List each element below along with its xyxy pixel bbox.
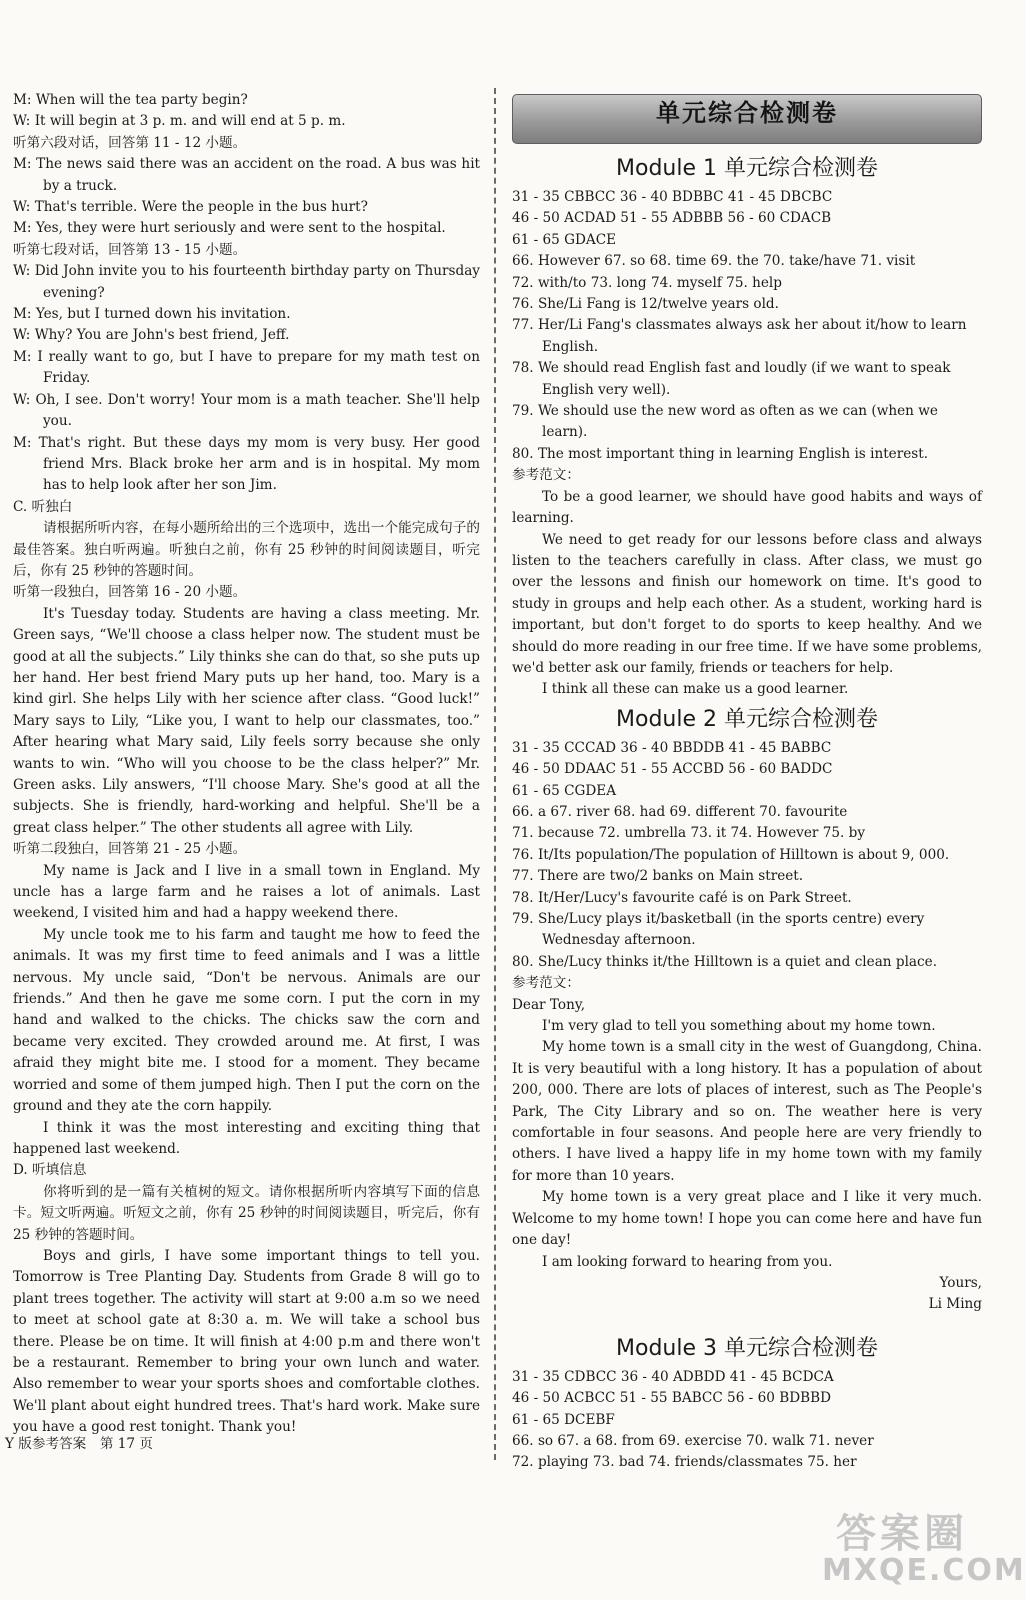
answer-line: 31 - 35 CCCAD 36 - 40 BBDDB 41 - 45 BABBC	[512, 739, 832, 756]
answer-line: 76. She/Li Fang is 12/twelve years old.	[512, 296, 779, 313]
answer-line: 31 - 35 CDBCC 36 - 40 ADBDD 41 - 45 BCDCA	[512, 1368, 834, 1385]
dialogue-line: W: Did John invite you to his fourteenth birthday party on Thursday evening?	[13, 263, 480, 301]
monologue-text: I think it was the most interesting and exciting thing that happened last weekend.	[13, 1119, 480, 1157]
listening-instruction: 听第六段对话，回答第 11 - 12 小题。	[13, 134, 247, 151]
letter-closing: Yours,	[939, 1274, 982, 1291]
answer-line: 46 - 50 DDAAC 51 - 55 ACCBD 56 - 60 BADDC	[512, 761, 833, 778]
answer-line: 66. a 67. river 68. had 69. different 70. favourite	[512, 803, 848, 820]
answer-line: 46 - 50 ACBCC 51 - 55 BABCC 56 - 60 BDBBD	[512, 1390, 831, 1407]
dialogue-line: M: Yes, they were hurt seriously and were sent to the hospital.	[13, 220, 446, 237]
answer-line: 80. She/Lucy thinks it/the Hilltown is a quiet and clean place.	[512, 953, 938, 970]
answer-line: 31 - 35 CBBCC 36 - 40 BDBBC 41 - 45 DBCBC	[512, 189, 833, 205]
section-banner	[512, 94, 982, 144]
sample-essay-label: 参考范文：	[512, 975, 580, 992]
letter-paragraph: I am looking forward to hearing from you.	[542, 1253, 833, 1270]
listening-instruction: 听第七段对话，回答第 13 - 15 小题。	[13, 241, 247, 258]
section-heading-d: D. 听填信息	[13, 1162, 87, 1179]
module-3-title: Module 3 单元综合检测卷	[616, 1335, 878, 1361]
dialogue-line: M: Yes, but I turned down his invitation.	[13, 306, 291, 323]
monologue-text: My uncle took me to his farm and taught me how to feed the animals. It was my first time to feed animals and I was a little nervous. My uncle said, “Don't be nervous. Animals are our friends.” And then he gave me some corn. I put the corn in my hand and walked to the chicks. The chicks saw the corn and became very excited. They crowded around me. At first, I was afraid they might bite me. I stood for a moment. They became worried and some of them jumped high. Then I put the corn on the ground and they ate the corn happily.	[13, 926, 480, 1115]
dialogue-line: W: It will begin at 3 p. m. and will end at 5 p. m.	[13, 113, 346, 130]
banner-title: 单元综合检测卷	[656, 99, 838, 127]
answer-line: 79. She/Lucy plays it/basketball (in the sports centre) every Wednesday afternoon.	[512, 911, 925, 949]
letter-paragraph: My home town is a small city in the west of Guangdong, China. It is very beautiful with a long history. It has a population of about 200, 000. There are lots of places of interest, such as The People's Park, The City Library and so on. The weather here is very comfortable in four seasons. And people here are very friendly to others. I have lived a happy life in my home town with my family for more than 10 years.	[512, 1039, 982, 1184]
answer-line: 61 - 65 CGDEA	[512, 782, 617, 799]
watermark-logo	[822, 1502, 1026, 1588]
left-column	[13, 90, 480, 1439]
answer-line: 79. We should use the new word as often as we can (when we learn).	[512, 403, 938, 441]
answer-line: 46 - 50 ACDAD 51 - 55 ADBBB 56 - 60 CDACB	[512, 210, 832, 227]
sample-essay-label: 参考范文：	[512, 467, 580, 484]
dialogue-line: M: I really want to go, but I have to prepare for my math test on Friday.	[13, 348, 480, 387]
dialogue-line: W: Why? You are John's best friend, Jeff.	[13, 327, 290, 344]
letter-paragraph: I'm very glad to tell you something about my home town.	[542, 1018, 936, 1035]
answer-line: 61 - 65 GDACE	[512, 231, 617, 248]
answer-line: 80. The most important thing in learning English is interest.	[512, 445, 929, 462]
answer-line: 72. with/to 73. long 74. myself 75. help	[512, 274, 782, 291]
page-footer: Y 版参考答案 第 17 页	[5, 1436, 153, 1452]
essay-paragraph: We need to get ready for our lessons before class and always listen to the teachers carefully in class. After class, we must go over the lessons and finish our homework on time. It's good to study in groups and help each other. As a student, working hard is important, but don't forget to do sports to keep healthy. And we should do more reading in our free time. If we have some problems, we'd better ask our family, friends or teachers for help.	[512, 531, 982, 676]
answer-line: 66. so 67. a 68. from 69. exercise 70. walk 71. never	[512, 1432, 874, 1449]
answer-line: 77. Her/Li Fang's classmates always ask her about it/how to learn English.	[512, 317, 967, 355]
answer-line: 78. We should read English fast and loudly (if we want to speak English very well).	[512, 360, 951, 398]
answer-line: 66. However 67. so 68. time 69. the 70. take/have 71. visit	[512, 253, 916, 270]
right-column	[512, 90, 982, 1474]
answer-line: 72. playing 73. bad 74. friends/classmates 75. her	[512, 1454, 857, 1471]
passage-text: Boys and girls, I have some important things to tell you. Tomorrow is Tree Planting Day. Students from Grade 8 will go to plant trees together. The activity will start at 9:00 a.m so we need to meet at school gate at 8:30 a. m. We will take a school bus there. Please be on time. It will finish at 4:00 p.m and there won't be a restaurant. Remember to bring your own lunch and water. Also remember to wear your sports shoes and comfortable clothes. We'll plant about eight hundred trees. That's hard work. Make sure you have a good rest tonight. Thank you!	[13, 1247, 480, 1436]
module-2-title: Module 2 单元综合检测卷	[616, 706, 878, 732]
monologue-text: It's Tuesday today. Students are having a class meeting. Mr. Green says, “We'll choose a class helper now. The student must be good at all the subjects.” Lily thinks she can do that, so she puts up her hand. Her best friend Mary puts up her hand, too. Mary is a kind girl. She helps Lily with her science after class. “Good luck!” Mary says to Lily, “Like you, I want to help our classmates, too.” After hearing what Mary said, Lily feels sorry because she only wants to win. “Who will you choose to be the class helper?” Mr. Green asks. Lily answers, “I'll choose Mary. She's good at all the subjects. She is friendly, hard-working and helpful. She'll be a great class helper.” The other students all agree with Lily.	[13, 605, 480, 836]
letter-greeting: Dear Tony,	[512, 996, 586, 1013]
section-heading-c: C. 听独白	[13, 498, 73, 515]
section-d-instructions: 你将听到的是一篇有关植树的短文。请你根据所听内容填写下面的信息卡。短文听两遍。听短文之前，你有 25 秒钟的时间阅读题目，听完后，你有 25 秒钟的答题时间。	[13, 1183, 480, 1243]
essay-paragraph: To be a good learner, we should have good habits and ways of learning.	[512, 488, 982, 527]
letter-paragraph: My home town is a very great place and I like it very much. Welcome to my home town! I hope you can come here and have fun one day!	[512, 1189, 982, 1249]
listening-instruction: 听第二段独白，回答第 21 - 25 小题。	[13, 841, 247, 858]
dialogue-line: M: When will the tea party begin?	[13, 92, 248, 108]
dialogue-line: M: The news said there was an accident on the road. A bus was hit by a truck.	[13, 156, 480, 194]
letter-signature: Li Ming	[928, 1296, 982, 1313]
answer-line: 71. because 72. umbrella 73. it 74. However 75. by	[512, 825, 866, 842]
dialogue-line: M: That's right. But these days my mom is very busy. Her good friend Mrs. Black broke her arm and is in hospital. My mom has to help look after her son Jim.	[13, 434, 480, 494]
listening-instruction: 听第一段独白，回答第 16 - 20 小题。	[13, 584, 247, 601]
monologue-text: My name is Jack and I live in a small town in England. My uncle has a large farm and he raises a lot of animals. Last weekend, I visited him and had a happy weekend there.	[13, 862, 480, 922]
section-c-instructions: 请根据所听内容，在每小题所给出的三个选项中，选出一个能完成句子的最佳答案。独白听两遍。听独白之前，你有 25 秒钟的时间阅读题目，听完后，你有 25 秒钟的答题时间。	[13, 520, 480, 579]
answer-line: 76. It/Its population/The population of Hilltown is about 9, 000.	[512, 846, 950, 863]
module-1-title: Module 1 单元综合检测卷	[616, 156, 878, 181]
answer-line: 61 - 65 DCEBF	[512, 1411, 615, 1428]
answer-line: 78. It/Her/Lucy's favourite café is on Park Street.	[512, 889, 852, 906]
watermark-logo-text: 答案圈	[836, 1511, 968, 1557]
column-divider	[494, 88, 496, 1460]
answer-line: 77. There are two/2 banks on Main street.	[512, 868, 804, 885]
watermark-site: MXQE.COM	[822, 1553, 1026, 1588]
dialogue-line: W: Oh, I see. Don't worry! Your mom is a math teacher. She'll help you.	[13, 391, 480, 430]
dialogue-line: W: That's terrible. Were the people in the bus hurt?	[13, 199, 368, 216]
essay-paragraph: I think all these can make us a good learner.	[542, 681, 849, 698]
